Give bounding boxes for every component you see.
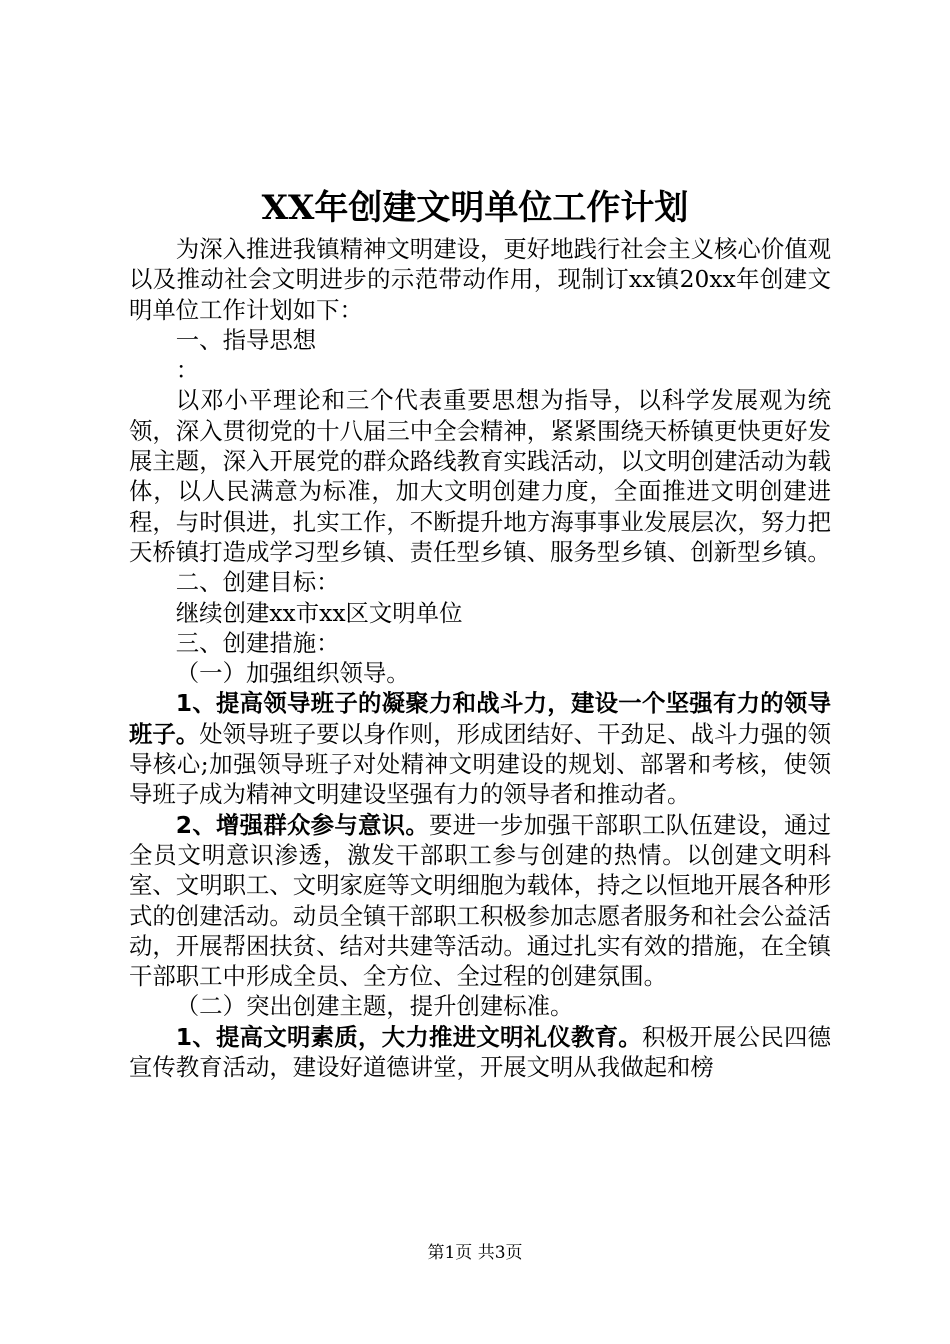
creation-goal-paragraph: 继续创建xx市xx区文明单位	[175, 598, 463, 627]
guiding-thought-paragraph: 以邓小平理论和三个代表重要思想为指导，以科学发展观为统领，深入贯彻党的十八届三中全会精神，紧紧围绕天桥镇更快更好发展主题，深入开展党的群众路线教育实践活动，以文明创建活动为载体，以人民满意为标准，加大文明创建力度，全面推进文明创建进程，与时俱进，扎实工作，不断提升地方海事事业发展层次，努力把天桥镇打造成学习型乡镇、责任型乡镇、服务型乡镇、创新型乡镇。	[129, 386, 831, 566]
heading-creation-goal: 二、创建目标：	[175, 568, 340, 597]
measure-etiquette-lead: 1、提高文明素质，大力推进文明礼仪教育。	[175, 1022, 642, 1051]
measure-participation-lead: 2、增强群众参与意识。	[175, 810, 429, 839]
measure-etiquette-paragraph	[129, 1022, 831, 1083]
document-body	[129, 234, 831, 1082]
measure-leadership-text: 处领导班子要以身作则，形成团结好、干劲足、战斗力强的领导核心;加强领导班子对处精神文明建设的规划、部署和考核，使领导班子成为精神文明建设坚强有力的领导者和推动者。	[129, 719, 831, 809]
measure-participation-paragraph	[129, 810, 831, 992]
intro-paragraph: 为深入推进我镇精神文明建设，更好地践行社会主义核心价值观以及推动社会文明进步的示范带动作用，现制订xx镇20xx年创建文明单位工作计划如下：	[129, 235, 831, 324]
subheading-theme: （二）突出创建主题，提升创建标准。	[175, 992, 574, 1021]
heading-guiding-thought: 一、指导思想	[175, 325, 317, 354]
measure-leadership-paragraph	[129, 688, 831, 809]
measure-etiquette-text: 积极开展公民四德宣传教育活动，建设好道德讲堂，开展文明从我做起和榜	[129, 1022, 832, 1082]
subheading-organization: （一）加强组织领导。	[175, 659, 410, 688]
measure-leadership-lead: 1、提高领导班子的凝聚力和战斗力，建设一个坚强有力的领导班子。	[129, 689, 831, 748]
heading-creation-measures: 三、创建措施：	[175, 628, 340, 657]
measure-participation-text: 要进一步加强干部职工队伍建设，通过全员文明意识渗透，激发干部职工参与创建的热情。以创建文明科室、文明职工、文明家庭等文明细胞为载体，持之以恒地开展各种形式的创建活动。动员全镇干部职工积极参加志愿者服务和社会公益活动，开展帮困扶贫、结对共建等活动。通过扎实有效的措施，在全镇干部职工中形成全员、全方位、全过程的创建氛围。	[129, 810, 831, 991]
document-title: XX年创建文明单位工作计划	[261, 188, 689, 228]
page-footer: 第1页 共3页	[427, 1243, 523, 1263]
colon-line: ：	[175, 356, 200, 385]
